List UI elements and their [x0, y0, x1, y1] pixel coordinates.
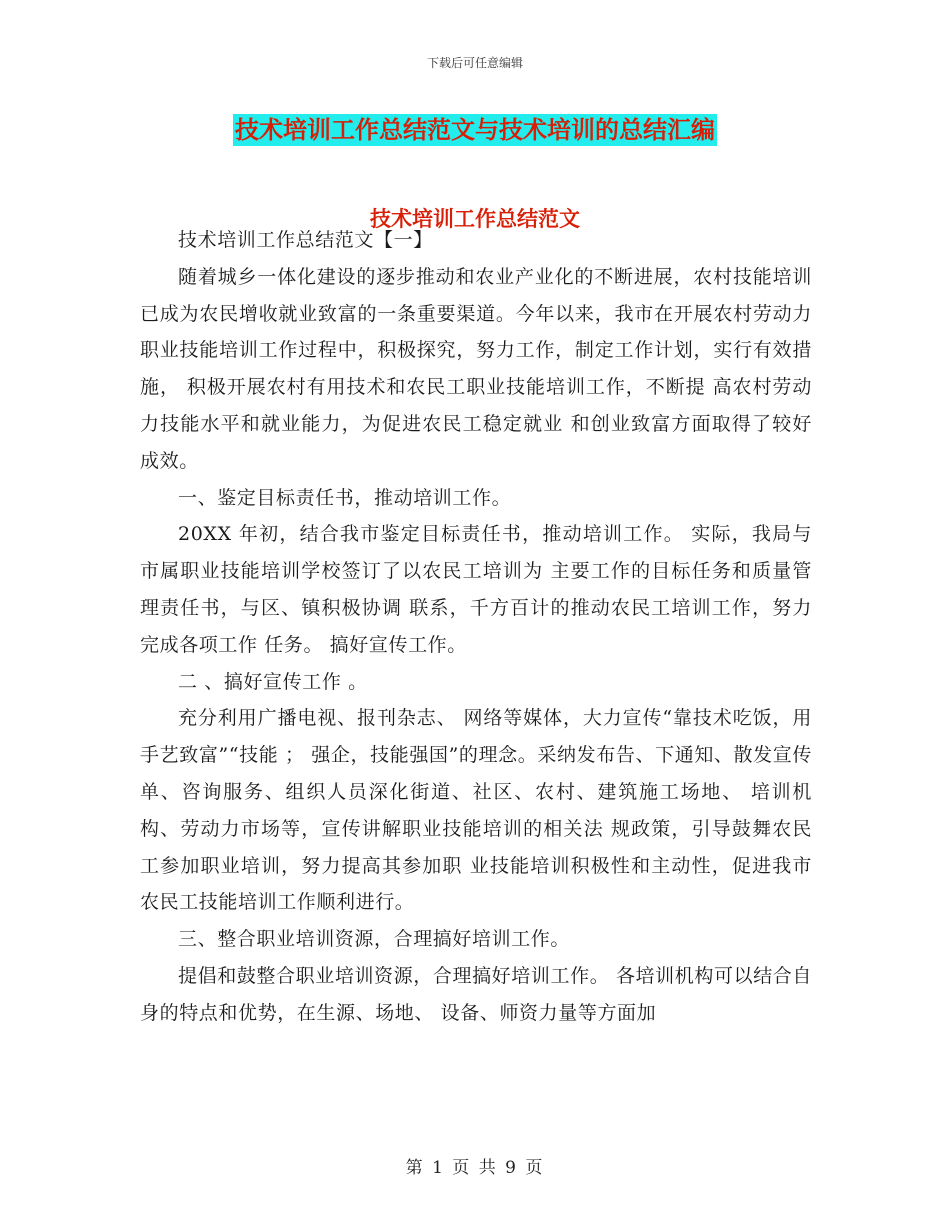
document-main-title-wrap	[0, 114, 950, 146]
paragraph-heading-1: 技术培训工作总结范文【一】	[178, 229, 433, 251]
document-body	[140, 222, 812, 1032]
header-note: 下载后可任意编辑	[426, 56, 523, 70]
paragraph-2: 20XX 年初，结合我市鉴定目标责任书，推动培训工作。 实际，我局与市属职业技能培训学校签订了以农民工培训为 主要工作的目标任务和质量管理责任书，与区、镇积极协调 联系，千方百计的推动农民工培训工作，努力完成各项工作 任务。 搞好宣传工作。	[140, 523, 812, 656]
section-heading-2: 二 、搞好宣传工作 。	[178, 670, 368, 693]
document-sub-title: 技术培训工作总结范文	[370, 207, 580, 231]
paragraph-3: 充分利用广播电视、报刊杂志、 网络等媒体，大力宣传“靠技术吃饭，用手艺致富”“技能 ； 强企，技能强国”的理念。采纳发布告、下通知、散发宣传 单、咨询服务、组织人员深化街道、社区、农村、建筑施工场地、 培训机构、劳动力市场等，宣传讲解职业技能培训的相关法 规政策，引导鼓舞农民工参加职业培训，努力提高其参加职 业技能培训积极性和主动性，促进我市农民工技能培训工作顺利进行。	[140, 707, 812, 914]
document-main-title: 技术培训工作总结范文与技术培训的总结汇编	[235, 116, 715, 144]
section-heading-1: 一、鉴定目标责任书，推动培训工作。	[178, 486, 512, 509]
page-number: 第 1 页 共 9 页	[405, 1158, 545, 1178]
section-heading-3: 三、整合职业培训资源，合理搞好培训工作。	[178, 928, 571, 951]
paragraph-4: 提倡和鼓整合职业培训资源，合理搞好培训工作。 各培训机构可以结合自身的特点和优势，在生源、场地、 设备、师资力量等方面加	[140, 964, 812, 1024]
paragraph-1: 随着城乡一体化建设的逐步推动和农业产业化的不断进展，农村技能培训已成为农民增收就业致富的一条重要渠道。今年以来，我市在开展农村劳动力职业技能培训工作过程中，积极探究，努力工作，制定工作计划，实行有效措施， 积极开展农村有用技术和农民工职业技能培训工作，不断提 高农村劳动力技能水平和就业能力，为促进农民工稳定就业 和创业致富方面取得了较好成效。	[140, 265, 812, 472]
